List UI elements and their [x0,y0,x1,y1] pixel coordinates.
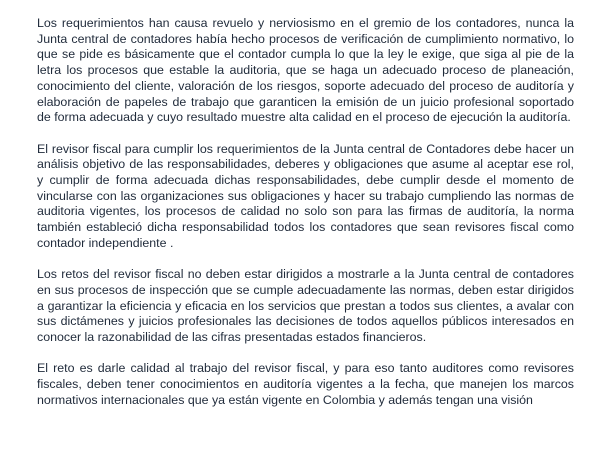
paragraph-requerimientos: Los requerimientos han causa revuelo y nerviosismo en el gremio de los contadores, nunca la Junta central de contadores había hecho procesos de verificación de cumplimiento normativo, lo que se pide es básicamente que el contador cumpla lo que la ley le exige, que siga al pie de la letra los procesos que estable la auditoria, que se haga un adecuado proceso de planeación, conocimiento del cliente, valoración de los riesgos, soporte adecuado del proceso de auditoría y elaboración de papeles de trabajo que garanticen la emisión de un juicio profesional soportado de forma adecuada y cuyo resultado muestre alta calidad en el proceso de ejecución la auditoría. [37,16,574,125]
paragraph-reto-calidad: El reto es darle calidad al trabajo del revisor fiscal, y para eso tanto auditores como revisores fiscales, deben tener conocimientos en auditoría vigentes a la fecha, que manejen los marcos normativos internacionales que ya están vigente en Colombia y además tengan una visión [37,361,574,407]
paragraph-revisor-fiscal: El revisor fiscal para cumplir los requerimientos de la Junta central de Contadores debe hacer un análisis objetivo de las responsabilidades, deberes y obligaciones que asume al aceptar ese rol, y cumplir de forma adecuada dichas responsabilidades, debe cumplir desde el momento de vincularse con las organizaciones sus obligaciones y hacer su trabajo cumpliendo las normas de auditoria vigentes, los procesos de calidad no solo son para las firmas de auditoría, la norma también estableció dicha responsabilidad todos los contadores que sean revisores fiscal como contador independiente . [37,141,574,250]
document-body [37,16,574,424]
paragraph-retos: Los retos del revisor fiscal no deben estar dirigidos a mostrarle a la Junta central de contadores en sus procesos de inspección que se cumple adecuadamente las normas, deben estar dirigidos a garantizar la eficiencia y eficacia en los servicios que prestan a todos sus clientes, a avalar con sus dictámenes y juicios profesionales las decisiones de todos aquellos públicos interesados en conocer la razonabilidad de las cifras presentadas estados financieros. [37,267,574,345]
